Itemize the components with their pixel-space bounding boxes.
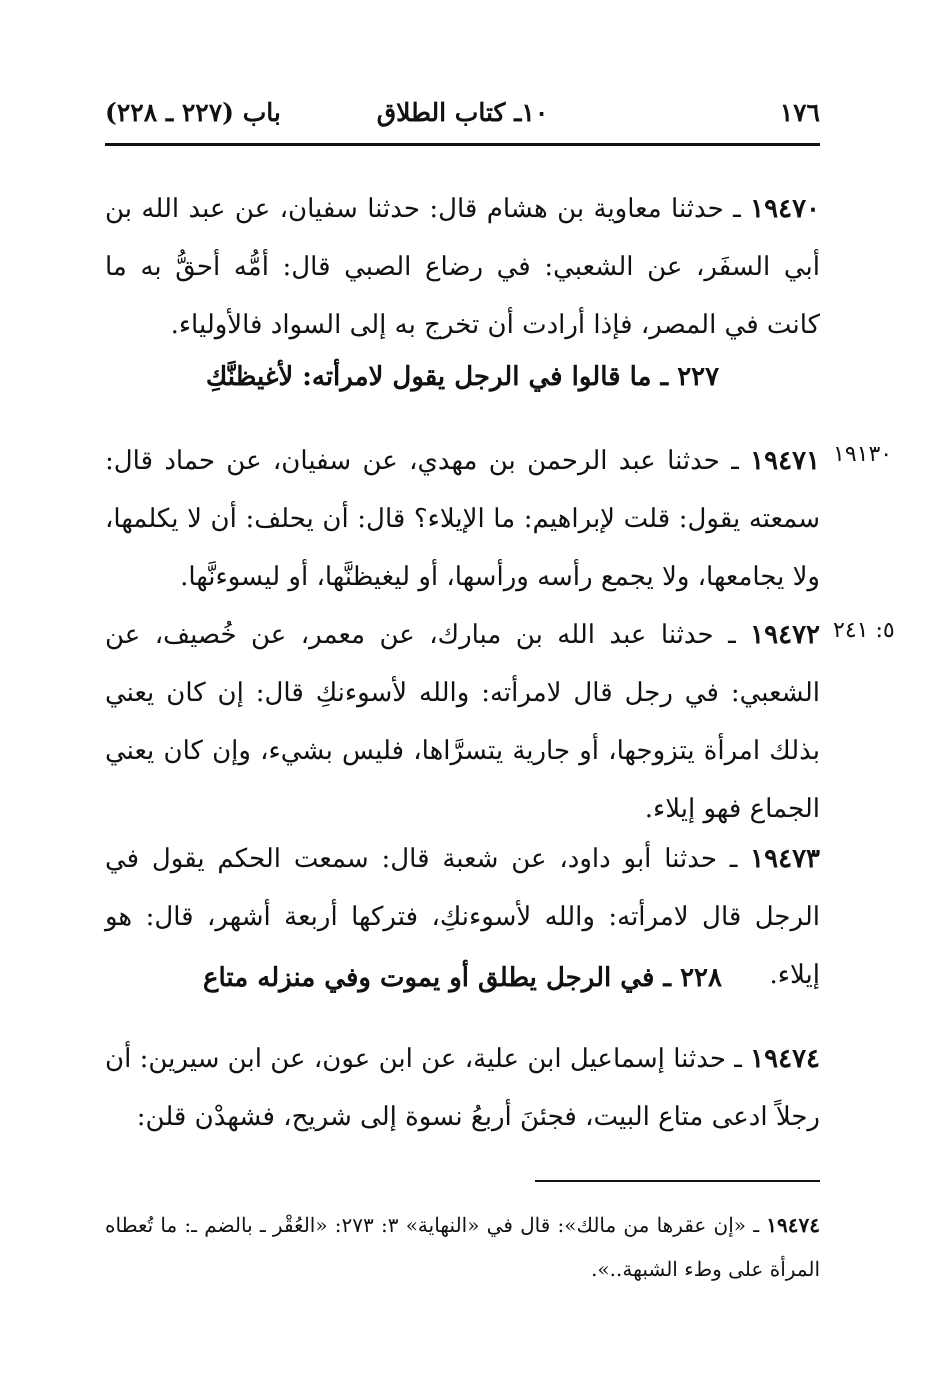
hadith-paragraph bbox=[105, 180, 820, 354]
hadith-number: ١٩٤٧١ bbox=[750, 446, 820, 476]
hadith-paragraph bbox=[105, 432, 820, 606]
hadith-number: ١٩٤٧٣ bbox=[750, 844, 820, 874]
chapter-range: باب (٢٢٧ ـ ٢٢٨) bbox=[105, 98, 281, 127]
margin-reference: ٥: ٢٤١ bbox=[833, 618, 895, 643]
hadith-text: ـ حدثنا أبو داود، عن شعبة قال: سمعت الحكم يقول في الرجل قال لامرأته: والله لأسوءنكِ، فتركها أربعة أشهر، قال: هو إيلاء. bbox=[105, 844, 820, 990]
chapter-heading: ٢٢٧ ـ ما قالوا في الرجل يقول لامرأته: لأغيظنَّكِ bbox=[205, 362, 720, 392]
chapter-heading: ٢٢٨ ـ في الرجل يطلق أو يموت وفي منزله متاع bbox=[203, 963, 722, 993]
hadith-number: ١٩٤٧٢ bbox=[750, 620, 820, 650]
hadith-text: ـ حدثنا عبد الله بن مبارك، عن معمر، عن خُصيف، عن الشعبي: في رجل قال لامرأته: والله لأسوءنكِ قال: إن كان يعني بذلك امرأة يتزوجها، أو جارية يتسرَّاها، فليس بشيء، وإن كان يعني الجماع فهو إيلاء. bbox=[105, 620, 820, 824]
margin-reference: ١٩١٣٠ bbox=[833, 442, 893, 467]
hadith-number: ١٩٤٧٠ bbox=[750, 194, 820, 224]
hadith-number: ١٩٤٧٤ bbox=[750, 1044, 820, 1074]
footnote-rule bbox=[535, 1180, 820, 1182]
footnote-number: ١٩٤٧٤ bbox=[766, 1213, 820, 1237]
hadith-text: ـ حدثنا إسماعيل ابن علية، عن ابن عون، عن ابن سيرين: أن رجلاً ادعى متاع البيت، فجئنَ أربعُ نسوة إلى شريح، فشهدْن قلن: bbox=[105, 1044, 820, 1132]
hadith-paragraph bbox=[105, 606, 820, 838]
footnote-text: ـ «إن عقرها من مالك»: قال في «النهاية» ٣: ٢٧٣: «العُقْر ـ بالضم ـ: ما تُعطاه المرأة على وطء الشبهة..». bbox=[105, 1213, 820, 1281]
footnote bbox=[105, 1203, 820, 1291]
book-title: ١٠ـ كتاب الطلاق bbox=[376, 98, 549, 127]
header-rule bbox=[105, 143, 820, 146]
hadith-paragraph bbox=[105, 1030, 820, 1146]
hadith-text: ـ حدثنا معاوية بن هشام قال: حدثنا سفيان، عن عبد الله بن أبي السفَر، عن الشعبي: في رضاع الصبي قال: أمُّه أحقُّ به ما كانت في المصر، فإذا أرادت أن تخرج به إلى السواد فالأولياء. bbox=[105, 194, 820, 340]
page-number: ١٧٦ bbox=[779, 98, 820, 127]
hadith-text: ـ حدثنا عبد الرحمن بن مهدي، عن سفيان، عن حماد قال: سمعته يقول: قلت لإبراهيم: ما الإيلاء؟ قال: أن يحلف: أن لا يكلمها، ولا يجامعها، ولا يجمع رأسه ورأسها، أو ليغيظنَّها، أو ليسوءنَّها. bbox=[105, 446, 820, 592]
running-header bbox=[105, 98, 820, 138]
